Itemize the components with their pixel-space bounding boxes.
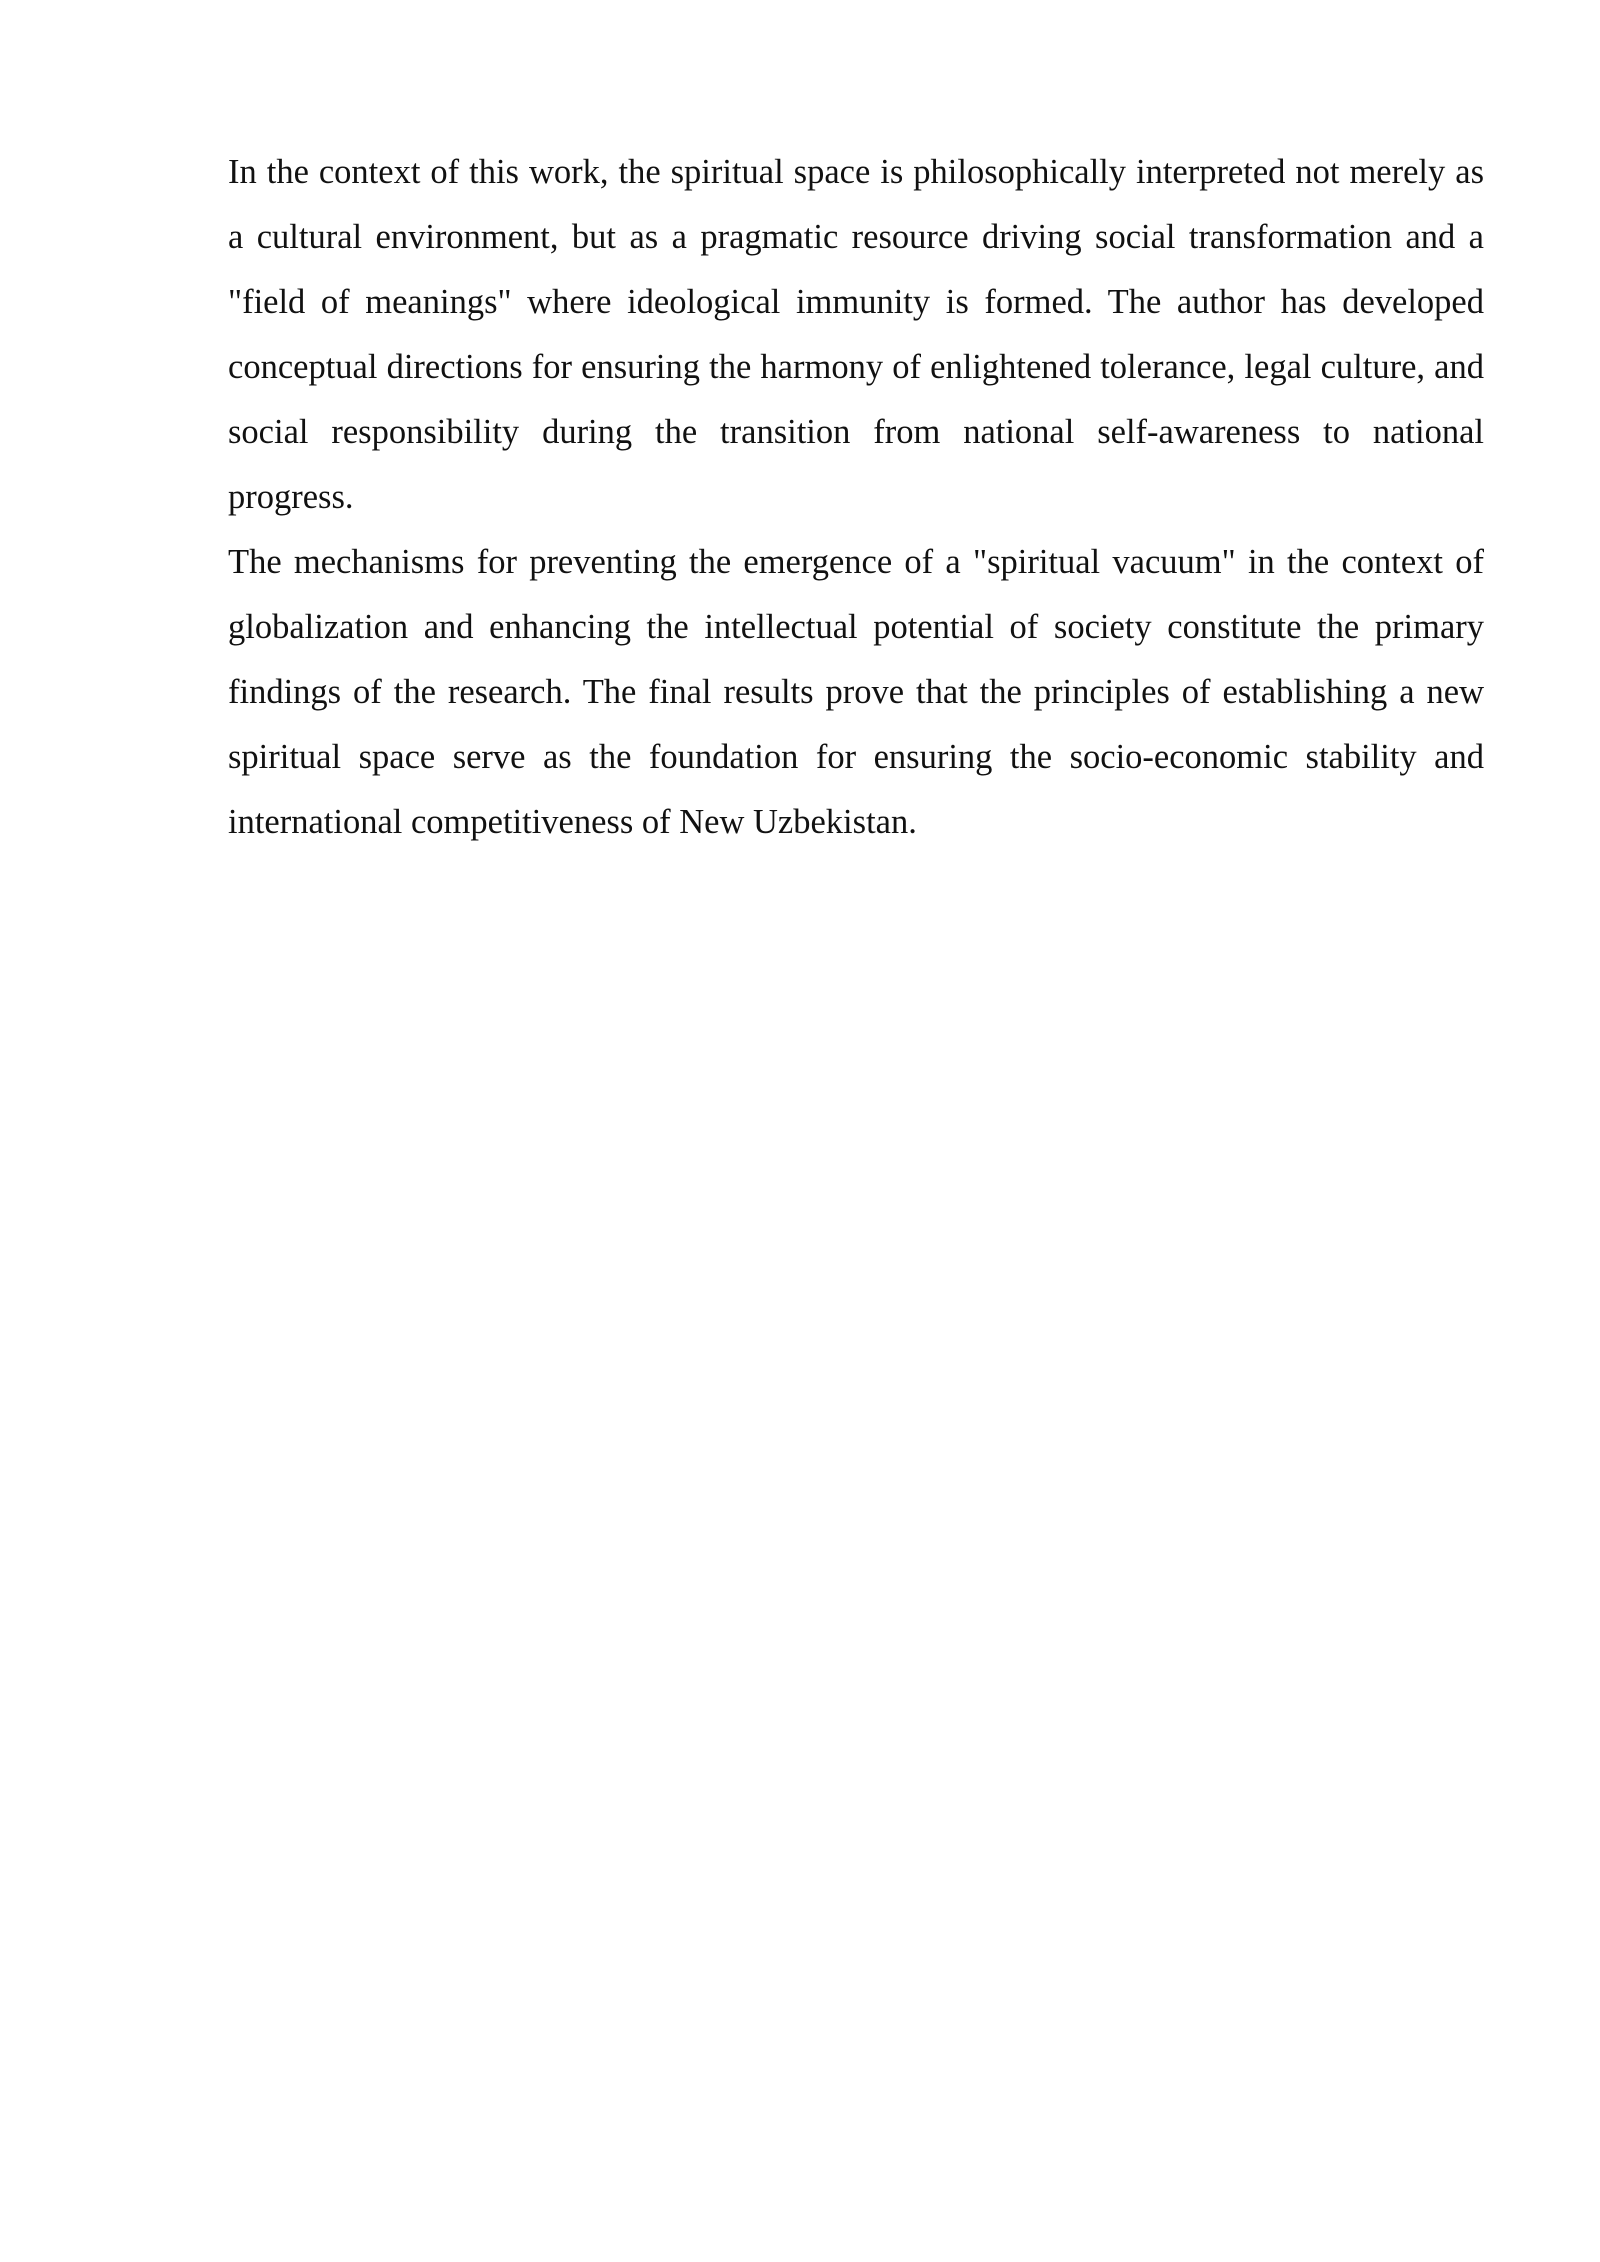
paragraph-2: The mechanisms for preventing the emergence of a "spiritual vacuum" in the context of globalization and enhancing the intellectual potential of society constitute the primary findings of the research. The final results prove that the principles of establishing a new spiritual space serve as the foundation for ensuring the socio-economic stability and international competitiveness of New Uzbekistan. (228, 543, 1484, 841)
paragraph-1: In the context of this work, the spiritual space is philosophically interpreted not merely as a cultural environment, but as a pragmatic resource driving social transformation and a "field of meanings" where ideological immunity is formed. The author has developed conceptual directions for ensuring the harmony of enlightened tolerance, legal culture, and social responsibility during the transition from national self-awareness to national progress. (228, 153, 1484, 516)
body-text (228, 140, 1484, 855)
